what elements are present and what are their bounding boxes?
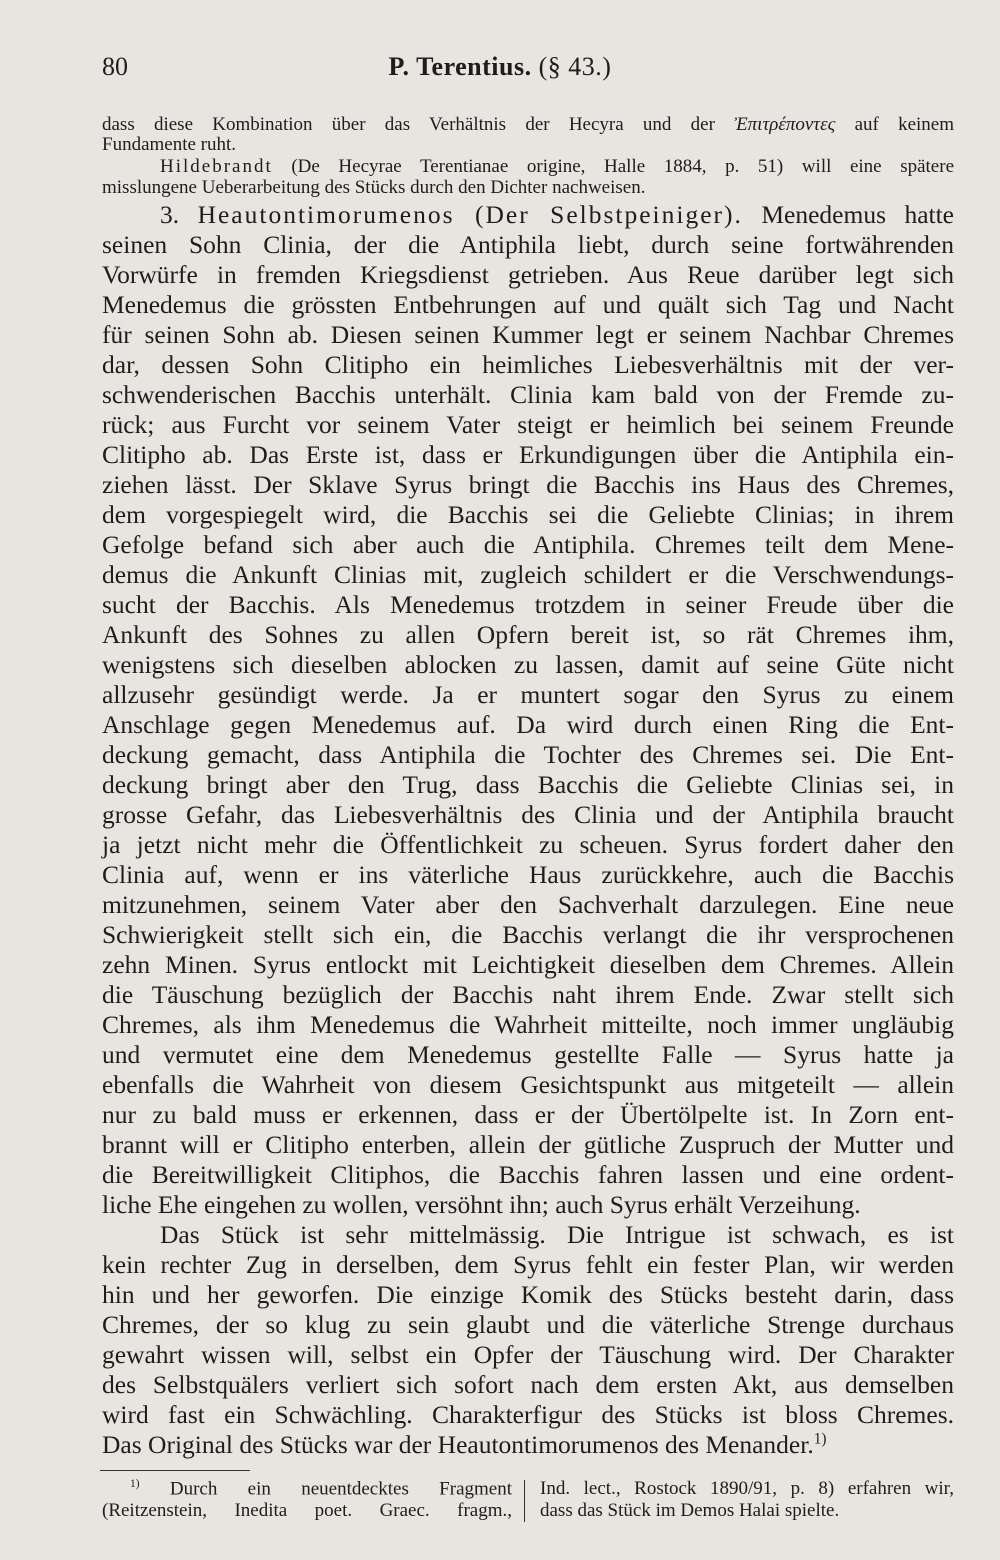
body-line: ebenfalls die Wahrheit von diesem Gesichtspunkt aus mitgeteilt — allein <box>102 1070 954 1099</box>
body-line: demus die Ankunft Clinias mit, zugleich schildert er die Verschwendungs- <box>102 560 954 589</box>
section-title: Heautontimorumenos (Der Selbstpeiniger). <box>197 200 743 229</box>
body-line: liche Ehe eingehen zu wollen, versöhnt ihn; auch Syrus erhält Verzeihung. <box>102 1190 861 1219</box>
footnote-column-divider <box>524 1480 525 1522</box>
body-line: für seinen Sohn ab. Diesen seinen Kummer legt er seinem Nachbar Chremes <box>102 320 954 349</box>
body-line: sucht der Bacchis. Als Menedemus trotzdem in seiner Freude über die <box>102 590 954 619</box>
note-line: Fundamente ruht. <box>102 134 237 155</box>
footnote-rule <box>100 1470 250 1471</box>
body-line: zehn Minen. Syrus entlockt mit Leichtigkeit dieselben dem Chremes. Allein <box>102 950 954 979</box>
body-line: brannt will er Clitipho enterben, allein der gütliche Zuspruch der Mutter und <box>102 1130 954 1159</box>
body-line: mitzunehmen, seinem Vater aber den Sachverhalt darzulegen. Eine neue <box>102 890 954 919</box>
greek-title: Ἐπιτρέποντες <box>734 114 836 135</box>
footnote-line: Ind. lect., Rostock 1890/91, p. 8) erfahren wir, <box>540 1478 954 1499</box>
body-line: seinen Sohn Clinia, der die Antiphila liebt, durch seine fortwährenden <box>102 230 954 259</box>
body-line: kein rechter Zug in derselben, dem Syrus fehlt ein fester Plan, wir werden <box>102 1250 954 1279</box>
body-line: Chremes, der so klug zu sein glaubt und die väterliche Strenge durchaus <box>102 1310 954 1339</box>
footnote-line: dass das Stück im Demos Halai spielte. <box>540 1500 840 1521</box>
body-line: des Selbstquälers verliert sich sofort nach dem ersten Akt, aus demselben <box>102 1370 954 1399</box>
body-line: Das Stück ist sehr mittelmässig. Die Intrigue ist schwach, es ist <box>160 1220 954 1249</box>
body-line: Menedemus die grössten Entbehrungen auf und quält sich Tag und Nacht <box>102 290 954 319</box>
body-line: Anschlage gegen Menedemus auf. Da wird durch einen Ring die Ent- <box>102 710 954 739</box>
body-line: hin und her geworfen. Die einzige Komik des Stücks besteht darin, dass <box>102 1280 954 1309</box>
body-line: Vorwürfe in fremden Kriegsdienst getrieben. Aus Reue darüber legt sich <box>102 260 954 289</box>
body-line: deckung bringt aber den Trug, dass Bacchis die Geliebte Clinias sei, in <box>102 770 954 799</box>
running-title: P. Terentius. <box>388 52 532 81</box>
page-number: 80 <box>102 52 128 81</box>
body-line: die Täuschung bezüglich der Bacchis naht ihrem Ende. Zwar stellt sich <box>102 980 954 1009</box>
body-line: Clinia auf, wenn er ins väterliche Haus zurückkehre, auch die Bacchis <box>102 860 954 889</box>
body-line: allzusehr gesündigt werde. Ja er muntert sogar den Syrus zu einem <box>102 680 954 709</box>
author-name: Hildebrandt <box>160 156 273 177</box>
footnote-ref: 1) <box>813 1430 827 1448</box>
note-line: Hildebrandt (De Hecyrae Terentianae origine, Halle 1884, p. 51) will eine spätere <box>160 156 955 177</box>
body-line: die Bereitwilligkeit Clitiphos, die Bacchis fahren lassen und eine ordent- <box>102 1160 954 1189</box>
body-line: grosse Gefahr, das Liebesverhältnis des Clinia und der Antiphila braucht <box>102 800 954 829</box>
body-line: Clitipho ab. Das Erste ist, dass er Erkundigungen über die Antiphila ein- <box>102 440 954 469</box>
body-line: ziehen lässt. Der Sklave Syrus bringt die Bacchis ins Haus des Chremes, <box>102 470 954 499</box>
note-line: dass diese Kombination über das Verhältnis der Hecyra und der Ἐπιτρέποντες auf keinem <box>102 114 954 135</box>
section-number: 3. <box>160 200 180 229</box>
body-line: gewahrt wissen will, selbst ein Opfer der Täuschung wird. Der Charakter <box>102 1340 954 1369</box>
body-line: Das Original des Stücks war der Heautontimorumenos des Menander.$^{1)}$ <box>102 1430 827 1459</box>
body-line: rück; aus Furcht vor seinem Vater steigt er heimlich bei seinem Freunde <box>102 410 954 439</box>
body-line: wenigstens sich dieselben ablocken zu lassen, damit auf seine Güte nicht <box>102 650 954 679</box>
body-line: dar, dessen Sohn Clitipho ein heimliches Liebesverhältnis mit der ver- <box>102 350 954 379</box>
body-line: Chremes, als ihm Menedemus die Wahrheit mitteilte, noch immer ungläubig <box>102 1010 954 1039</box>
body-line: Schwierigkeit stellt sich ein, die Bacchis verlangt die ihr versprochenen <box>102 920 954 949</box>
note-line: misslungene Ueberarbeitung des Stücks durch den Dichter nachweisen. <box>102 177 646 198</box>
body-line: nur zu bald muss er erkennen, dass er der Übertölpelte ist. In Zorn ent- <box>102 1100 954 1129</box>
body-line: deckung gemacht, dass Antiphila die Tochter des Chremes sei. Die Ent- <box>102 740 954 769</box>
body-line: Gefolge befand sich aber auch die Antiphila. Chremes teilt dem Mene- <box>102 530 954 559</box>
body-line: ja jetzt nicht mehr die Öffentlichkeit zu scheuen. Syrus fordert daher den <box>102 830 954 859</box>
running-header <box>0 52 1000 82</box>
body-line: und vermutet eine dem Menedemus gestellte Falle — Syrus hatte ja <box>102 1040 954 1069</box>
section-heading-line: 3. Heautontimorumenos (Der Selbstpeiniger). Menedemus hatte <box>160 200 954 229</box>
body-line: schwenderischen Bacchis unterhält. Clinia kam bald von der Fremde zu- <box>102 380 954 409</box>
footnote-line: $^{1)}$ Durch ein neuentdecktes Fragment <box>130 1478 512 1500</box>
footnote-line: (Reitzenstein, Inedita poet. Graec. fragm., <box>102 1500 512 1521</box>
footnote-marker: 1) <box>130 1478 140 1490</box>
section-reference: (§ 43.) <box>538 52 612 81</box>
body-line: Ankunft des Sohnes zu allen Opfern bereit ist, so rät Chremes ihm, <box>102 620 954 649</box>
body-line: dem vorgespiegelt wird, die Bacchis sei die Geliebte Clinias; in ihrem <box>102 500 954 529</box>
body-line: wird fast ein Schwächling. Charakterfigur des Stücks ist bloss Chremes. <box>102 1400 954 1429</box>
